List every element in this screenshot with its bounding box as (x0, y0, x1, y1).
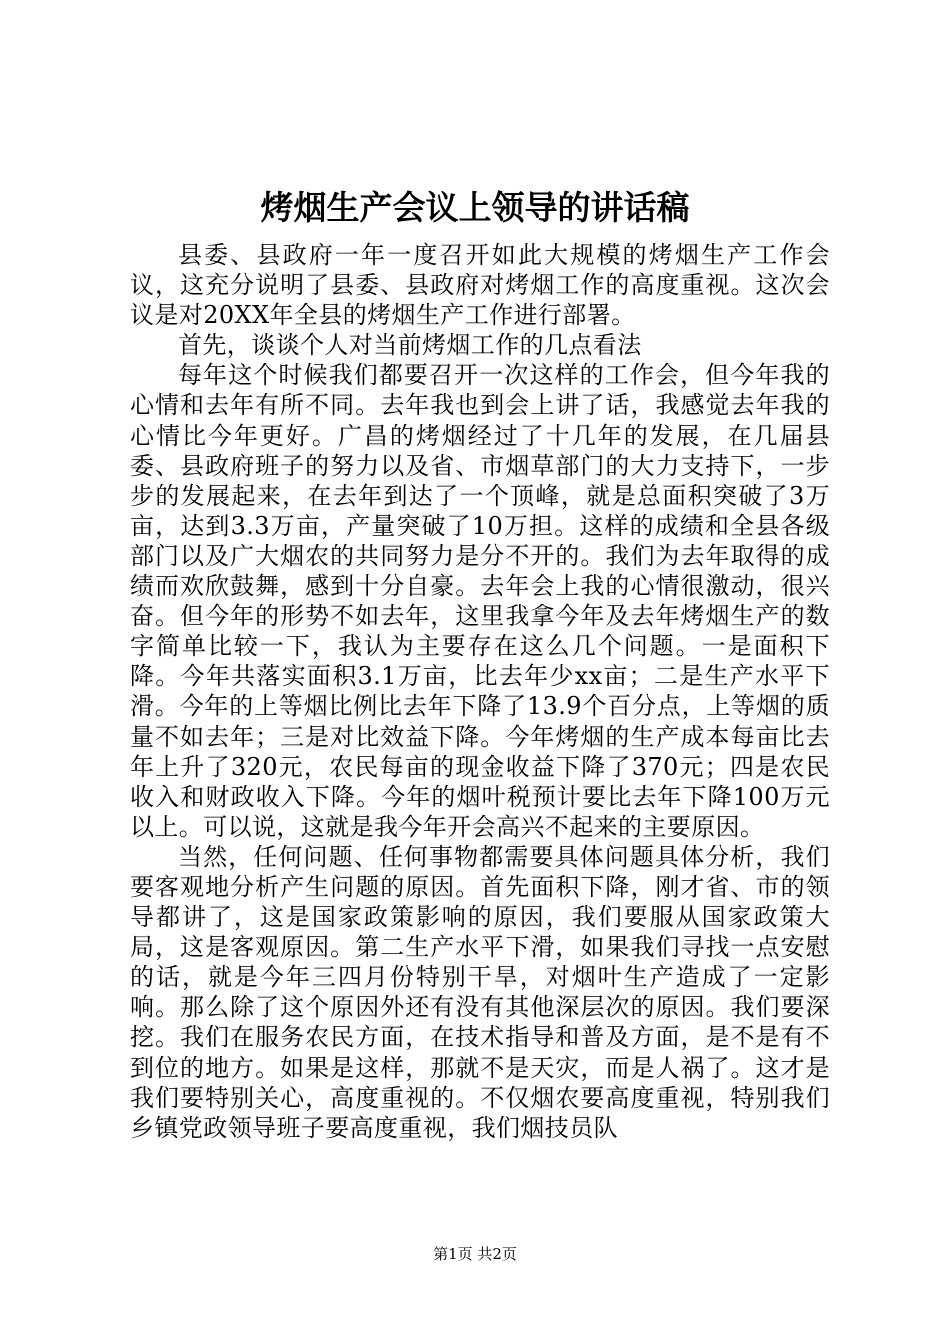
paragraph-intro: 县委、县政府一年一度召开如此大规模的烤烟生产工作会议，这充分说明了县委、县政府对烤烟工作的高度重视。这次会议是对20XX年全县的烤烟生产工作进行部署。 (130, 241, 830, 330)
paragraph-heading-views: 首先，谈谈个人对当前烤烟工作的几点看法 (178, 331, 642, 360)
document-body (130, 240, 830, 1143)
page-number-footer: 第1页 共2页 (433, 1245, 517, 1263)
paragraph-analysis: 当然，任何问题、任何事物都需要具体问题具体分析，我们要客观地分析产生问题的原因。首先面积下降，刚才省、市的领导都讲了，这是国家政策影响的原因，我们要服从国家政策大局，这是客观原因。第二生产水平下滑，如果我们寻找一点安慰的话，就是今年三四月份特别干旱，对烟叶生产造成了一定影响。那么除了这个原因外还有没有其他深层次的原因。我们要深挖。我们在服务农民方面，在技术指导和普及方面，是不是有不到位的地方。如果是这样，那就不是天灾，而是人祸了。这才是我们要特别关心，高度重视的。不仅烟农要高度重视，特别我们乡镇党政领导班子要高度重视，我们烟技员队 (130, 842, 830, 1142)
document-title: 烤烟生产会议上领导的讲话稿 (260, 188, 690, 227)
paragraph-problems: 每年这个时候我们都要召开一次这样的工作会，但今年我的心情和去年有所不同。去年我也到会上讲了话，我感觉去年我的心情比今年更好。广昌的烤烟经过了十几年的发展，在几届县委、县政府班子的努力以及省、市烟草部门的大力支持下，一步步的发展起来，在去年到达了一个顶峰，就是总面积突破了3万亩，达到3.3万亩，产量突破了10万担。这样的成绩和全县各级部门以及广大烟农的共同努力是分不开的。我们为去年取得的成绩而欢欣鼓舞，感到十分自豪。去年会上我的心情很激动，很兴奋。但今年的形势不如去年，这里我拿今年及去年烤烟生产的数字简单比较一下，我认为主要存在这么几个问题。一是面积下降。今年共落实面积3.1万亩，比去年少xx亩；二是生产水平下滑。今年的上等烟比例比去年下降了13.9个百分点，上等烟的质量不如去年；三是对比效益下降。今年烤烟的生产成本每亩比去年上升了320元，农民每亩的现金收益下降了370元；四是农民收入和财政收入下降。今年的烟叶税预计要比去年下降100万元以上。可以说，这就是我今年开会高兴不起来的主要原因。 (130, 361, 830, 841)
